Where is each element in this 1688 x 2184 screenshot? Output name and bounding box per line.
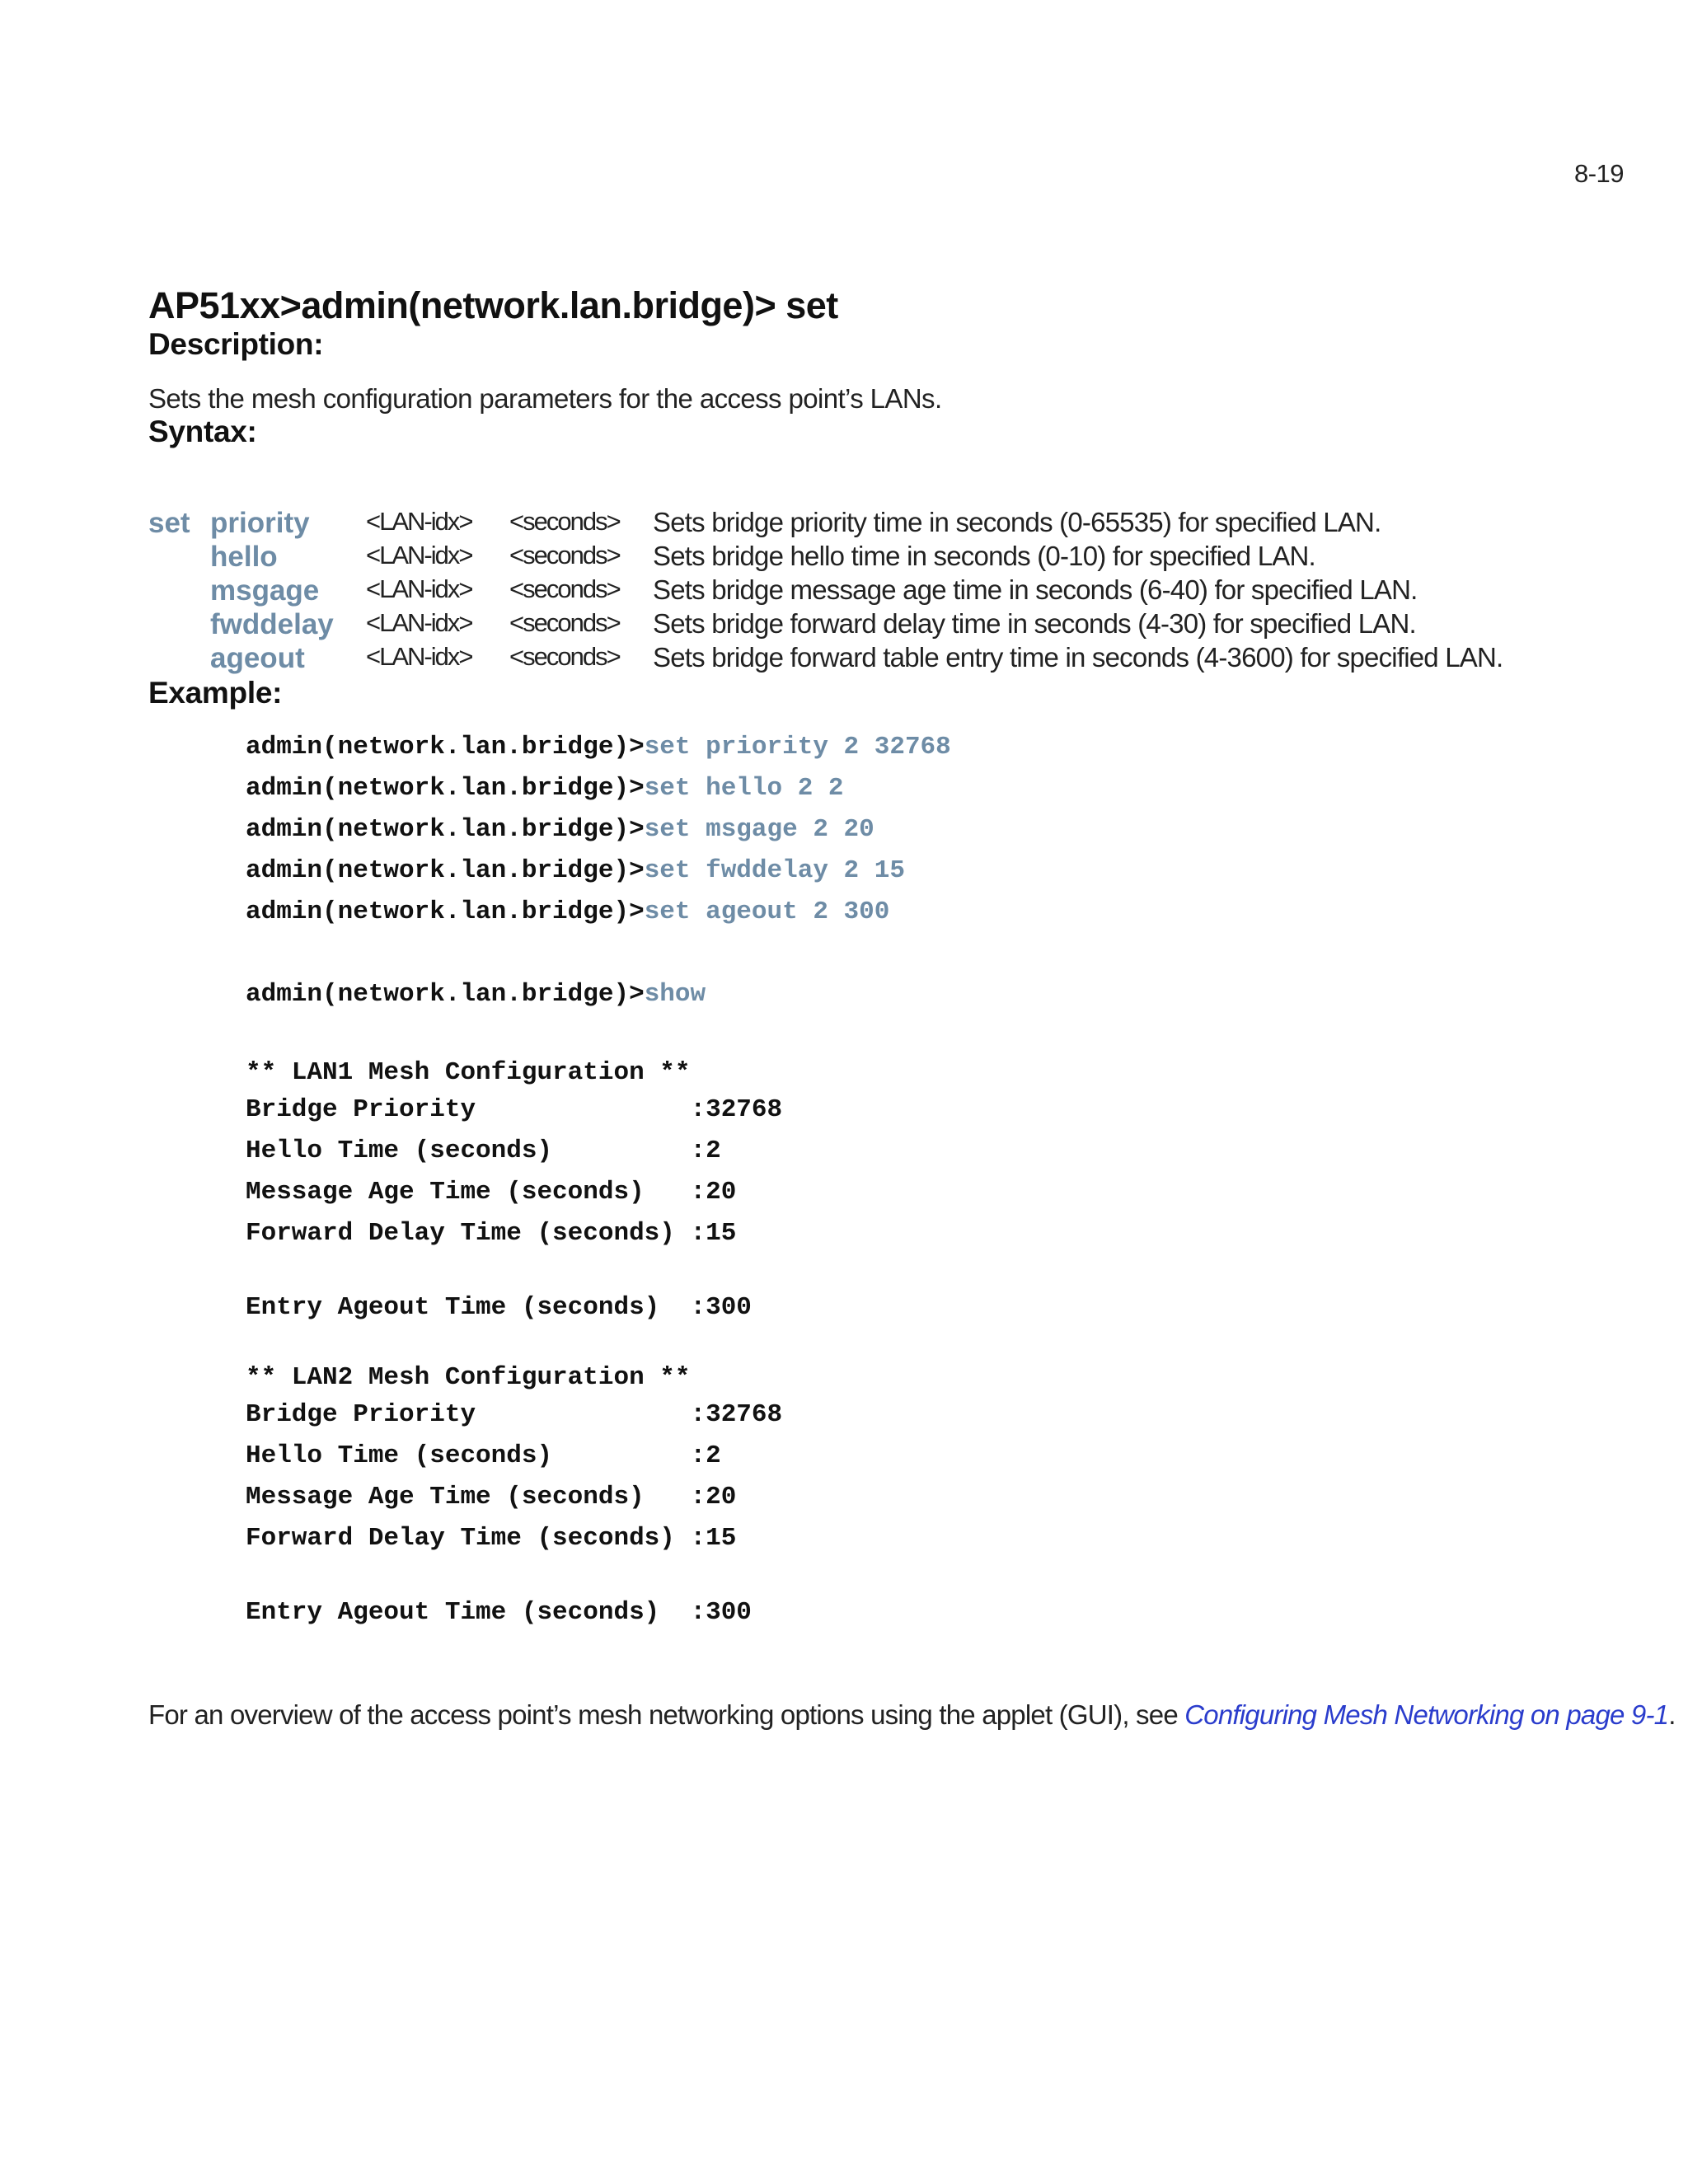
syntax-description: Sets bridge forward table entry time in seconds (4-3600) for specified LAN. — [653, 642, 1503, 673]
command-text: set priority 2 32768 — [644, 733, 951, 762]
syntax-description: Sets bridge hello time in seconds (0-10) for specified LAN. — [653, 541, 1315, 571]
syntax-seconds-param: <seconds> — [509, 642, 620, 671]
prompt-text: admin(network.lan.bridge)> — [246, 980, 645, 1009]
page-content — [148, 284, 1632, 1633]
footer-paragraph — [148, 1699, 1676, 1731]
syntax-lan-param: <LAN-idx> — [366, 541, 472, 569]
example-code-block — [246, 727, 1632, 1633]
spacer — [246, 1329, 1632, 1361]
prompt-text: admin(network.lan.bridge)> — [246, 815, 645, 844]
syntax-table — [148, 507, 1632, 676]
syntax-command: set — [148, 507, 190, 539]
command-title: AP51xx>admin(network.lan.bridge)> set — [148, 284, 838, 326]
command-text: set ageout 2 300 — [644, 898, 890, 926]
syntax-option: ageout — [210, 642, 305, 674]
lan2-forward-delay: Forward Delay Time (seconds) :15 — [246, 1524, 737, 1553]
prompt-text: admin(network.lan.bridge)> — [246, 898, 645, 926]
footer-text: For an overview of the access point’s mesh networking options using the applet (GUI), see — [148, 1699, 1185, 1730]
syntax-option: hello — [210, 541, 278, 573]
syntax-description: Sets bridge priority time in seconds (0-65535) for specified LAN. — [653, 507, 1381, 537]
example-command-line — [246, 768, 1632, 809]
syntax-seconds-param: <seconds> — [509, 574, 620, 603]
spacer — [246, 1254, 1632, 1287]
lan1-hello-time: Hello Time (seconds) :2 — [246, 1137, 721, 1165]
syntax-description: Sets bridge forward delay time in seconds (4-30) for specified LAN. — [653, 608, 1416, 639]
lan1-bridge-priority: Bridge Priority :32768 — [246, 1095, 783, 1124]
example-heading: Example: — [148, 676, 283, 710]
syntax-description: Sets bridge message age time in seconds (6-40) for specified LAN. — [653, 574, 1418, 605]
syntax-option: msgage — [210, 574, 320, 607]
syntax-option: priority — [210, 507, 310, 539]
lan1-forward-delay: Forward Delay Time (seconds) :15 — [246, 1219, 737, 1248]
syntax-seconds-param: <seconds> — [509, 608, 620, 637]
lan2-message-age: Message Age Time (seconds) :20 — [246, 1483, 737, 1511]
prompt-text: admin(network.lan.bridge)> — [246, 856, 645, 885]
show-command-text: show — [644, 980, 706, 1009]
prompt-text: admin(network.lan.bridge)> — [246, 774, 645, 803]
footer-end: . — [1668, 1699, 1676, 1730]
syntax-lan-param: <LAN-idx> — [366, 574, 472, 603]
syntax-heading: Syntax: — [148, 415, 257, 448]
command-text: set msgage 2 20 — [644, 815, 874, 844]
lan2-hello-time: Hello Time (seconds) :2 — [246, 1441, 721, 1470]
spacer — [246, 933, 1632, 974]
syntax-lan-param: <LAN-idx> — [366, 507, 472, 536]
prompt-text: admin(network.lan.bridge)> — [246, 733, 645, 762]
example-command-line — [246, 727, 1632, 768]
lan2-config-header: ** LAN2 Mesh Configuration ** — [246, 1363, 691, 1392]
spacer — [246, 1015, 1632, 1057]
syntax-lan-param: <LAN-idx> — [366, 608, 472, 637]
example-command-line — [246, 851, 1632, 892]
spacer — [246, 1559, 1632, 1592]
cross-reference-link[interactable]: Configuring Mesh Networking on page 9-1 — [1184, 1699, 1669, 1730]
syntax-option: fwddelay — [210, 608, 334, 640]
page-number: 8-19 — [1573, 159, 1624, 188]
example-command-line — [246, 892, 1632, 933]
description-text: Sets the mesh configuration parameters for the access point’s LANs. — [148, 383, 942, 414]
command-text: set fwddelay 2 15 — [644, 856, 905, 885]
syntax-lan-param: <LAN-idx> — [366, 642, 472, 671]
lan2-entry-ageout: Entry Ageout Time (seconds) :300 — [246, 1598, 752, 1627]
description-heading: Description: — [148, 327, 324, 361]
lan2-bridge-priority: Bridge Priority :32768 — [246, 1400, 783, 1429]
lan1-message-age: Message Age Time (seconds) :20 — [246, 1178, 737, 1207]
syntax-seconds-param: <seconds> — [509, 541, 620, 569]
lan1-config-header: ** LAN1 Mesh Configuration ** — [246, 1058, 691, 1087]
lan1-entry-ageout: Entry Ageout Time (seconds) :300 — [246, 1293, 752, 1322]
example-command-line — [246, 809, 1632, 851]
syntax-seconds-param: <seconds> — [509, 507, 620, 536]
show-command-line — [246, 974, 1632, 1015]
command-text: set hello 2 2 — [644, 774, 844, 803]
